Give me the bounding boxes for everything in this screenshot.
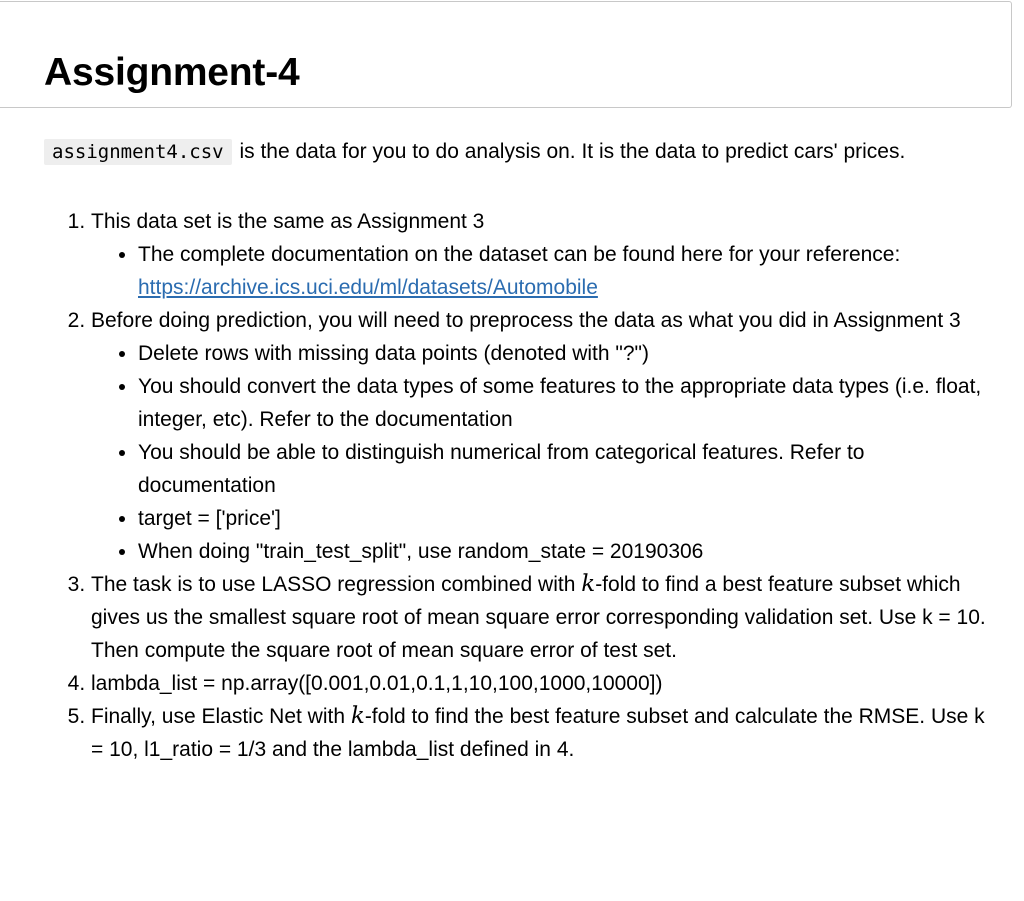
step-2-bullet-2: • You should convert the data types of some features to the appropriate data types (i.e. float, integer, etc). Refer to the documentation (138, 370, 994, 436)
step-1-bullet-1-text: The complete documentation on the dataset can be found here for your reference: (138, 243, 901, 266)
intro-paragraph (44, 135, 994, 169)
step-2-bullet-5: • When doing "train_test_split", use random_state = 20190306 (138, 535, 994, 568)
step-1-text: This data set is the same as Assignment 3 (91, 210, 485, 233)
filename-code: assignment4.csv (44, 139, 232, 165)
step-5-text-b: -fold to find the best feature subset and calculate the RMSE. Use k = 10, l1_ratio = 1/3 and the lambda_list defined in 4. (91, 705, 985, 761)
step-1 (91, 205, 994, 304)
documentation-link[interactable]: https://archive.ics.uci.edu/ml/datasets/Automobile (138, 276, 598, 299)
math-k-variable: k (581, 571, 596, 597)
step-3-text-b: -fold to find a best feature subset which gives us the smallest square root of mean square error corresponding validation set. Use k = 10. Then compute the square root of mean square error of test set. (91, 573, 986, 662)
step-3-text-a: The task is to use LASSO regression combined with (91, 573, 576, 596)
step-2-bullet-4: • target = ['price'] (138, 502, 994, 535)
step-4: 4. lambda_list = np.array([0.001,0.01,0.1,1,10,100,1000,10000]) (91, 667, 994, 700)
step-5-text-a: Finally, use Elastic Net with (91, 705, 346, 728)
step-2-bullet-3: • You should be able to distinguish numerical from categorical features. Refer to documentation (138, 436, 994, 502)
step-2 (91, 304, 994, 568)
step-2-text: Before doing prediction, you will need to preprocess the data as what you did in Assignment 3 (91, 309, 961, 332)
intro-text: is the data for you to do analysis on. It is the data to predict cars' prices. (239, 140, 906, 163)
step-3 (91, 568, 994, 667)
title-box (0, 1, 1012, 108)
steps-list (44, 205, 994, 766)
math-k-variable: k (350, 703, 365, 729)
assignment-content (44, 135, 994, 766)
step-1-bullet-1 (138, 238, 994, 304)
step-5 (91, 700, 994, 766)
step-1-bullets (91, 238, 994, 304)
step-2-bullets (91, 337, 994, 568)
page-title: Assignment-4 (44, 51, 300, 94)
step-2-bullet-1: • Delete rows with missing data points (denoted with "?") (138, 337, 994, 370)
